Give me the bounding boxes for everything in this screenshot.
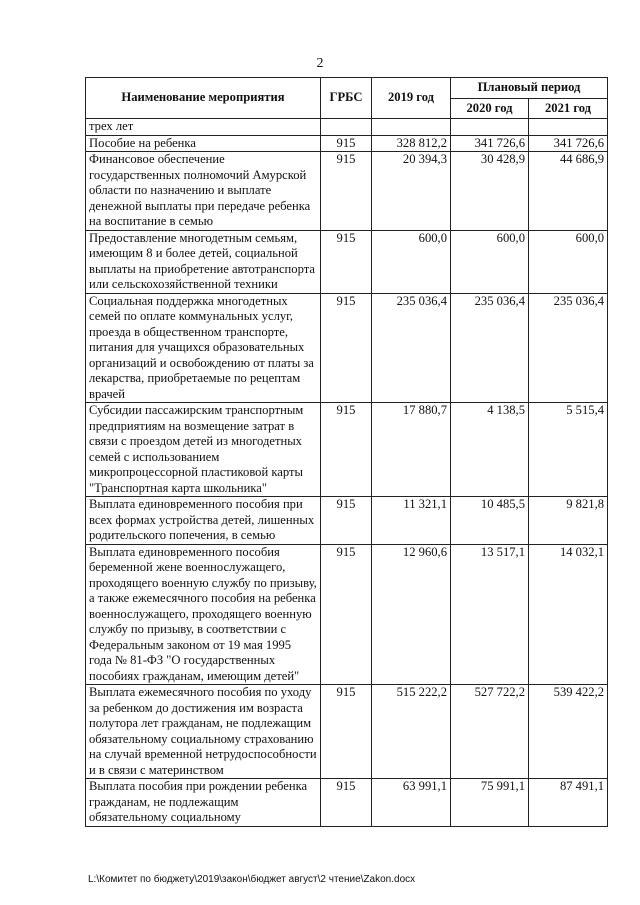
cell-name: Предоставление многодетным семьям, имеющим 8 и более детей, социальной выплаты на приобретение автотранспорта или сельскохозяйственной техники (86, 230, 321, 293)
cell-2020 (451, 119, 529, 136)
cell-name: Социальная поддержка многодетных семей по оплате коммунальных услуг, проезда в общественном транспорте, питания для учащихся образовательных организаций и освобождению от платы за лекарства, приобретаемые по рецептам врачей (86, 293, 321, 403)
page-number: 2 (316, 56, 324, 71)
cell-2020: 341 726,6 (451, 135, 529, 152)
table-row (86, 403, 608, 497)
cell-2020: 235 036,4 (451, 293, 529, 403)
cell-2019: 515 222,2 (372, 685, 451, 779)
table-header-row (86, 78, 608, 99)
cell-code: 915 (321, 685, 372, 779)
cell-2020: 10 485,5 (451, 497, 529, 545)
cell-2021: 600,0 (529, 230, 608, 293)
table-row (86, 152, 608, 231)
cell-2021: 235 036,4 (529, 293, 608, 403)
cell-code: 915 (321, 152, 372, 231)
cell-code: 915 (321, 544, 372, 685)
table-row (86, 293, 608, 403)
budget-table (85, 77, 608, 827)
table-row (86, 230, 608, 293)
header-2019: 2019 год (372, 78, 451, 119)
cell-2019: 600,0 (372, 230, 451, 293)
table-row (86, 135, 608, 152)
table-row (86, 497, 608, 545)
table-row (86, 779, 608, 827)
cell-2020: 30 428,9 (451, 152, 529, 231)
cell-2019: 328 812,2 (372, 135, 451, 152)
cell-2021: 5 515,4 (529, 403, 608, 497)
cell-2019: 20 394,3 (372, 152, 451, 231)
cell-code (321, 119, 372, 136)
cell-code: 915 (321, 230, 372, 293)
header-code: ГРБС (321, 78, 372, 119)
cell-2019: 235 036,4 (372, 293, 451, 403)
cell-2021 (529, 119, 608, 136)
cell-name: Выплата пособия при рождении ребенка гражданам, не подлежащим обязательному социальному (86, 779, 321, 827)
header-plan-period: Плановый период (451, 78, 608, 99)
cell-2021: 539 422,2 (529, 685, 608, 779)
cell-2020: 4 138,5 (451, 403, 529, 497)
cell-code: 915 (321, 293, 372, 403)
cell-name: Выплата единовременного пособия беременной жене военнослужащего, проходящего военную службу по призыву, а также ежемесячного пособия на ребенка военнослужащего, проходящего военную службу по призыву, в соответствии с Федеральным законом от 19 мая 1995 года № 81-ФЗ "О государственных пособиях гражданам, имеющим детей" (86, 544, 321, 685)
cell-2020: 527 722,2 (451, 685, 529, 779)
cell-name: Выплата единовременного пособия при всех формах устройства детей, лишенных родительского попечения, в семью (86, 497, 321, 545)
cell-2021: 341 726,6 (529, 135, 608, 152)
cell-code: 915 (321, 497, 372, 545)
cell-name: Выплата ежемесячного пособия по уходу за ребенком до достижения им возраста полутора лет гражданам, не подлежащим обязательному социальному страхованию на случай временной нетрудоспособности и в связи с материнством (86, 685, 321, 779)
cell-name: Финансовое обеспечение государственных полномочий Амурской области по назначению и выплате денежной выплаты при передаче ребенка на воспитание в семью (86, 152, 321, 231)
cell-code: 915 (321, 403, 372, 497)
cell-2019: 12 960,6 (372, 544, 451, 685)
cell-2021: 44 686,9 (529, 152, 608, 231)
table-row (86, 685, 608, 779)
cell-code: 915 (321, 135, 372, 152)
cell-2020: 13 517,1 (451, 544, 529, 685)
cell-2019: 11 321,1 (372, 497, 451, 545)
header-2021: 2021 год (529, 98, 608, 119)
cell-2019: 17 880,7 (372, 403, 451, 497)
cell-2019 (372, 119, 451, 136)
file-path-footer: L:\Комитет по бюджету\2019\закон\бюджет август\2 чтение\Zakon.docx (88, 874, 416, 885)
cell-code: 915 (321, 779, 372, 827)
table-row (86, 119, 608, 136)
cell-name: Субсидии пассажирским транспортным предприятиям на возмещение затрат в связи с проездом детей из многодетных семей с использованием микропроцессорной пластиковой карты "Транспортная карта школьника" (86, 403, 321, 497)
cell-2021: 14 032,1 (529, 544, 608, 685)
cell-name: Пособие на ребенка (86, 135, 321, 152)
cell-name: трех лет (86, 119, 321, 136)
header-2020: 2020 год (451, 98, 529, 119)
cell-2021: 87 491,1 (529, 779, 608, 827)
header-name: Наименование мероприятия (86, 78, 321, 119)
cell-2020: 600,0 (451, 230, 529, 293)
cell-2019: 63 991,1 (372, 779, 451, 827)
cell-2021: 9 821,8 (529, 497, 608, 545)
table-row (86, 544, 608, 685)
cell-2020: 75 991,1 (451, 779, 529, 827)
